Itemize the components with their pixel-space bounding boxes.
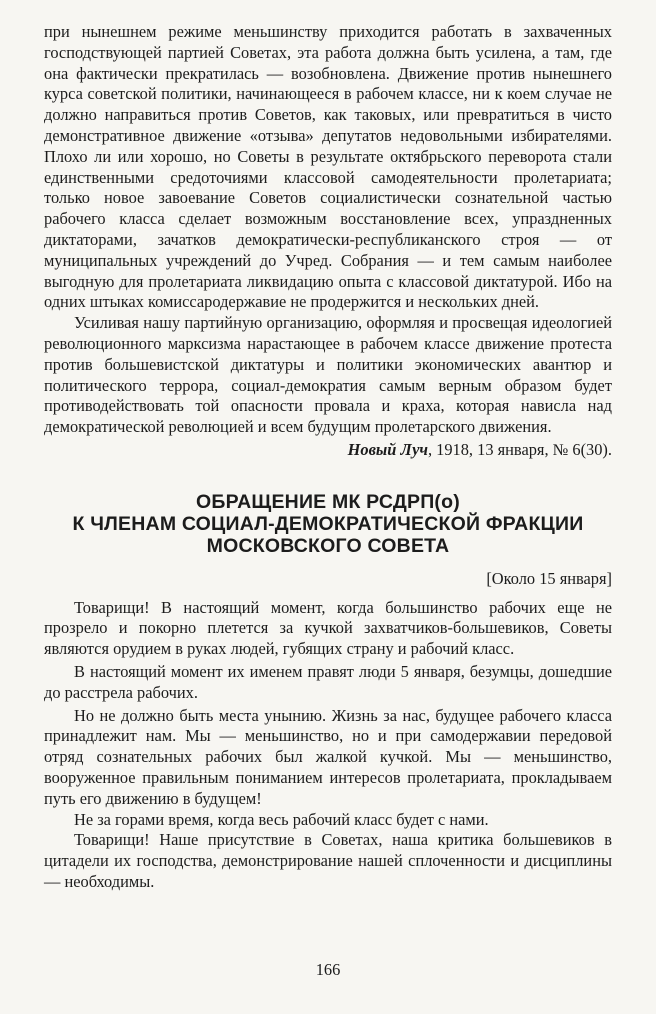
appeal-paragraph-2: В настоящий момент их именем правят люди 5 января, безумцы, дошедшие до расстрела рабочих. (44, 661, 612, 702)
section-heading (44, 491, 612, 557)
source-details: , 1918, 13 января, № 6(30). (427, 439, 612, 459)
appeal-paragraph-4: Не за горами время, когда весь рабочий класс будет с нами. (74, 809, 489, 829)
appeal-paragraph-3: Но не должно быть места унынию. Жизнь за нас, будущее рабочего класса принадлежит нам. Мы — меньшинство, но и при самодержавии передовой отряд сознательных рабочих был жалкой кучкой. Мы — меньшинство, вооруженное правильным пониманием интересов пролетариата, прокладываем путь его движению в будущем! (44, 705, 612, 808)
date-note: [Около 15 января] (486, 568, 612, 588)
source-citation (44, 440, 612, 461)
body-paragraph-2: Усиливая нашу партийную организацию, оформляя и просвещая идеологией революционного марксизма нарастающее в рабочем классе движение протеста против большевистской диктатуры и политики экономических авантюр и политического террора, социал-демократия самым верным образом будет противодействовать той опасности провала и краха, которая нависла над демократической революцией и всем будущим пролетарского движения. (44, 313, 612, 437)
heading-line-3: МОСКОВСКОГО СОВЕТА (206, 534, 450, 557)
heading-line-2: К ЧЛЕНАМ СОЦИАЛ-ДЕМОКРАТИЧЕСКОЙ ФРАКЦИИ (72, 512, 584, 535)
appeal-paragraph-5: Товарищи! Наше присутствие в Советах, наша критика большевиков в цитадели их господства, демонстрирование нашей сплоченности и дисциплины — необходимы. (44, 830, 612, 891)
appeal-paragraph-1: Товарищи! В настоящий момент, когда большинство рабочих еще не прозрело и покорно плетется за кучкой захватчиков-большевиков, Советы являются орудием в руках людей, губящих страну и рабочий класс. (44, 597, 612, 659)
heading-line-1: ОБРАЩЕНИЕ МК РСДРП(о) (196, 490, 460, 513)
page-number: 166 (315, 960, 341, 979)
source-publication: Новый Луч (347, 439, 428, 459)
body-paragraph-1: при нынешнем режиме меньшинству приходится работать в захваченных господствующей партией Советах, эта работа должна быть усилена, а там, где она фактически прекратилась — возобновлена. Движение против нынешнего курса советской политики, начинающееся в рабочем классе, ни к коем случае не должно направиться против Советов, как таковых, или превратиться в чисто демонстративное движение «отзыва» депутатов недовольными избирателями. Плохо ли или хорошо, но Советы в результате октябрьского переворота стали единственными средоточиями классовой самодеятельности пролетариата; только новое завоевание Советов социалистически сознательной частью рабочего класса сделает возможным восстановление всех, упраздненных диктаторами, зачатков демократически-республиканского строя — от муниципальных учреждений до Учред. Собрания — и тем самым наиболее выгодную для пролетариата ликвидацию опыта с классовой диктатурой. Ибо на одних штыках комиссародержавие не продержится и нескольких дней. (44, 22, 612, 312)
